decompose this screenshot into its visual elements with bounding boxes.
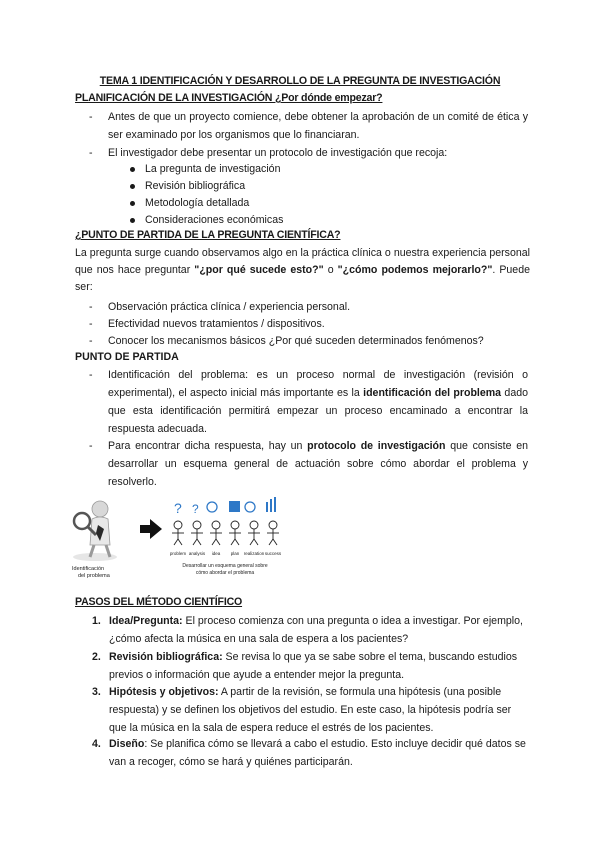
step-label: idea <box>211 551 221 556</box>
list-item-text: Conocer los mecanismos básicos ¿Por qué suceden determinados fenómenos? <box>108 335 484 347</box>
step-label: success <box>264 551 282 556</box>
list-item-text <box>108 366 528 438</box>
caption-right-line1: Desarrollar un esquema general sobre <box>182 563 268 569</box>
list-item-text: Efectividad nuevos tratamientos / dispositivos. <box>108 318 325 330</box>
svg-text:?: ? <box>192 502 199 516</box>
paragraph-text: La pregunta surge cuando observamos algo en la práctica clínica o nuestra experiencia personal que nos hace preguntar <box>75 247 530 276</box>
step-label-bold: Hipótesis y objetivos: <box>109 686 219 698</box>
list-item-text: Antes de que un proyecto comience, debe obtener la aprobación de un comité de ética y ser examinado por los organismos que lo financiaran. <box>108 111 528 141</box>
svg-text:?: ? <box>174 500 182 516</box>
step-label: problem <box>169 551 187 556</box>
list-item-text-part: Para encontrar dicha respuesta, hay un <box>108 440 303 452</box>
section-heading-punto-de-partida: PUNTO DE PARTIDA <box>75 351 179 363</box>
step-label-bold: Revisión bibliográfica: <box>109 651 223 663</box>
emphasis-question-1: "¿por qué sucede esto?" <box>194 264 324 276</box>
figure-illustration <box>70 495 310 585</box>
list-item-text <box>108 437 528 491</box>
step-text: El proceso comienza con una pregunta o idea a investigar. Por ejemplo, ¿cómo afecta la música en una sala de espera a los pacientes? <box>109 615 523 645</box>
step-number: 2. <box>92 651 101 663</box>
caption-right-line2: cómo abordar el problema <box>195 570 255 576</box>
step-number: 3. <box>92 686 101 698</box>
bullet-dot <box>130 218 135 223</box>
list-item-text: El investigador debe presentar un protocolo de investigación que recoja: <box>108 147 448 159</box>
magnifier-person-icon <box>73 501 117 561</box>
list-item-text: Observación práctica clínica / experiencia personal. <box>108 301 351 313</box>
step-number: 1. <box>92 615 101 627</box>
list-item-text-part: que consiste en desarrollar un esquema general de actuación sobre cómo abordar el problema y resolverlo. <box>108 440 528 488</box>
step-text: A partir de la revisión, se formula una hipótesis (una posible respuesta) y se definen los objetivos del estudio. En este caso, la hipótesis podría ser que la música en la sala de espera reduce el estrés de los pacientes. <box>109 686 512 734</box>
step-text: Se revisa lo que ya se sabe sobre el tema, buscando estudios previos o información que ayude a entender mejor la pregunta. <box>109 651 518 681</box>
step-label: plan <box>230 551 240 556</box>
figure-research-process <box>70 495 310 585</box>
step-number: 4. <box>92 738 101 750</box>
bullet-text: Consideraciones económicas <box>145 214 284 226</box>
emphasis-question-2: "¿cómo podemos mejorarlo?" <box>337 264 493 276</box>
bullet-dot <box>130 201 135 206</box>
bullet-dot <box>130 184 135 189</box>
list-item-text-part: Identificación del problema: es un proceso normal de investigación (revisión o experimental), el aspecto inicial más importante es la <box>108 369 528 399</box>
paragraph <box>75 245 530 296</box>
arrow-right-icon <box>140 519 162 539</box>
step-label-bold: Diseño <box>109 738 145 750</box>
bullet-text: Revisión bibliográfica <box>145 180 246 192</box>
emphasis-text: protocolo de investigación <box>307 440 446 452</box>
step-text: : Se planifica cómo se llevará a cabo el estudio. Esto incluye decidir qué datos se van a recoger, cómo se hará y quiénes participarán. <box>109 738 526 768</box>
process-steps-icons <box>172 497 279 545</box>
page-title: TEMA 1 IDENTIFICACIÓN Y DESARROLLO DE LA PREGUNTA DE INVESTIGACIÓN <box>99 75 501 87</box>
step-label: analysis <box>188 551 206 556</box>
paragraph-text: o <box>323 264 338 276</box>
paragraph-text: . Puede ser: <box>75 264 530 293</box>
caption-left-line2: del problema <box>78 573 110 579</box>
list-item-text-part: dado que esta identificación permitirá empezar un proceso encaminado a encontrar la respuesta adecuada. <box>108 387 528 435</box>
bullet-text: La pregunta de investigación <box>145 163 281 175</box>
caption-left-line1: Identificación <box>72 566 105 572</box>
bullet-text: Metodología detallada <box>145 197 250 209</box>
bullet-dot <box>130 167 135 172</box>
emphasis-text: identificación del problema <box>363 387 502 399</box>
section-heading-punto-partida-pregunta: ¿PUNTO DE PARTIDA DE LA PREGUNTA CIENTÍFICA? <box>75 229 341 241</box>
section-heading-pasos-metodo: PASOS DEL MÉTODO CIENTÍFICO <box>75 596 243 608</box>
step-label-bold: Idea/Pregunta: <box>109 615 183 627</box>
step-label: realization <box>243 551 265 556</box>
section-heading-planificacion: PLANIFICACIÓN DE LA INVESTIGACIÓN ¿Por dónde empezar? <box>75 92 383 104</box>
